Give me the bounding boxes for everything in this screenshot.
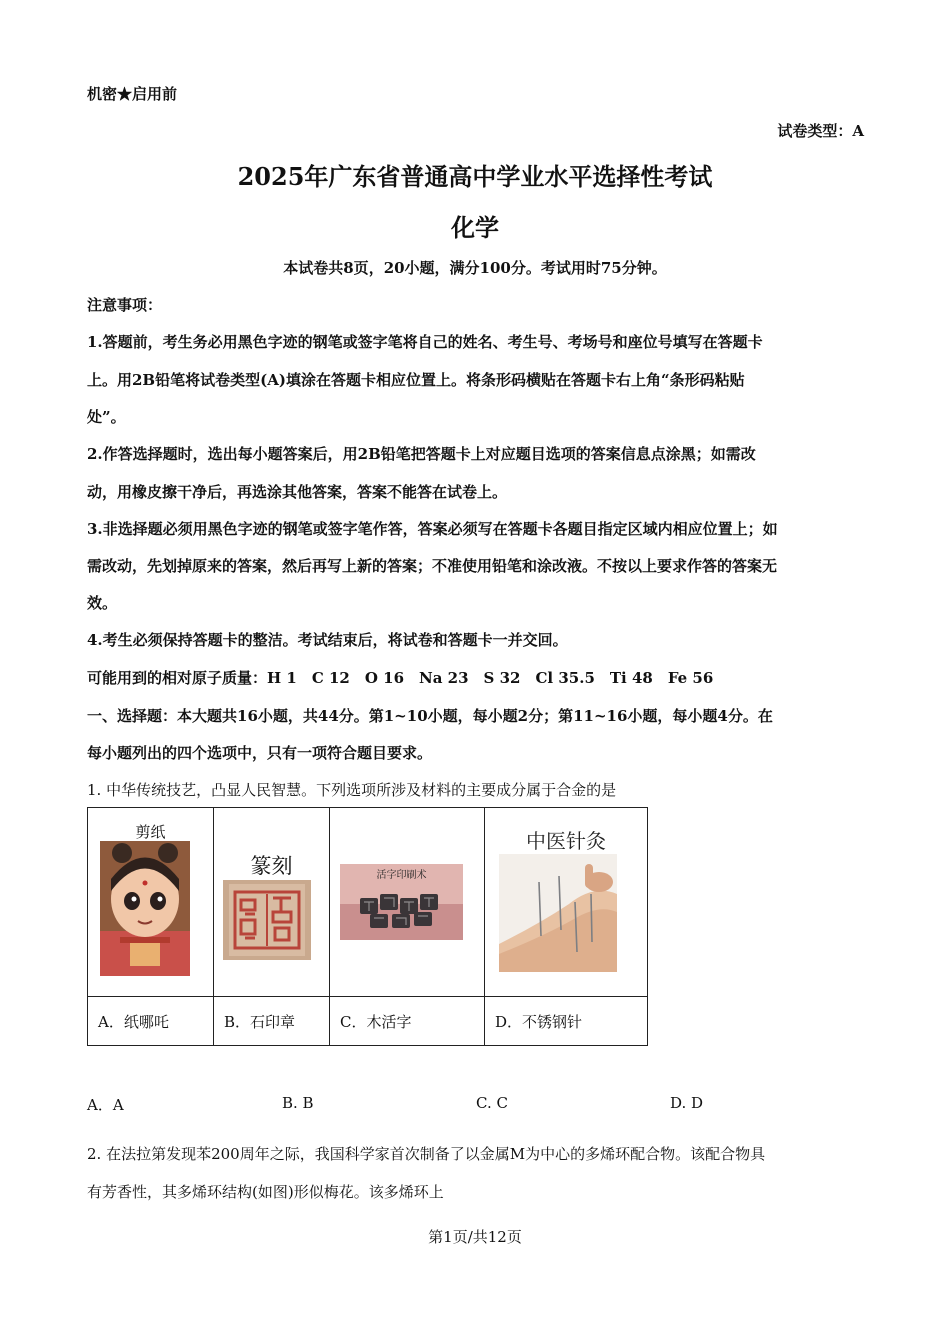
paper-type: 试卷类型：A (777, 122, 864, 140)
answer-choice-b: B. B (282, 1094, 314, 1112)
answer-choice-d: D. D (670, 1094, 704, 1112)
option-a-image-cell (88, 808, 214, 997)
atomic-mass-line: 可能用到的相对原子质量：H 1 C 12 O 16 Na 23 S 32 Cl 35.5 Ti 48 Fe 56 (87, 669, 714, 687)
option-b-label: B．石印章 (214, 997, 330, 1046)
notice-line: 4.考生必须保持答题卡的整洁。考试结束后，将试卷和答题卡一并交回。 (87, 631, 568, 649)
paper-cut-nezha-icon (100, 841, 190, 976)
option-a-caption: 剪纸 (135, 823, 166, 841)
exam-info: 本试卷共8页，20小题，满分100分。考试用时75分钟。 (283, 259, 667, 277)
section-heading: 每小题列出的四个选项中，只有一项符合题目要求。 (87, 744, 433, 762)
notice-line: 需改动，先划掉原来的答案，然后再写上新的答案；不准使用铅笔和涂改液。不按以上要求作答的答案无 (87, 557, 778, 575)
stone-seal-icon (223, 880, 311, 960)
answer-choice-c: C. C (476, 1094, 508, 1112)
option-d-label: D．不锈钢针 (485, 997, 648, 1046)
section-heading: 一、选择题：本大题共16小题，共44分。第1~10小题，每小题2分；第11~16小题，每小题4分。在 (87, 707, 773, 725)
option-a-label: A．纸哪吒 (88, 997, 214, 1046)
option-b-caption: 篆刻 (250, 854, 293, 878)
option-c-label: C．木活字 (330, 997, 485, 1046)
option-c-caption: 活字印刷术 (376, 870, 427, 881)
question-1-options-table (87, 807, 648, 1046)
notice-line: 动，用橡皮擦干净后，再选涂其他答案，答案不能答在试卷上。 (87, 483, 508, 501)
subject-title: 化学 (451, 213, 499, 242)
notice-line: 2.作答选择题时，选出每小题答案后，用2B铅笔把答题卡上对应题目选项的答案信息点涂黑；如需改 (87, 445, 756, 463)
page-number: 第1页/共12页 (428, 1228, 522, 1246)
question-1-stem: 1. 中华传统技艺，凸显人民智慧。下列选项所涉及材料的主要成分属于合金的是 (87, 781, 617, 799)
option-d-image-cell (485, 808, 648, 997)
notice-line: 效。 (87, 594, 118, 612)
option-b-image-cell (214, 808, 330, 997)
option-d-caption: 中医针灸 (526, 829, 606, 853)
question-2-line: 有芳香性，其多烯环结构(如图)形似梅花。该多烯环上 (87, 1183, 444, 1201)
question-2-line: 2. 在法拉第发现苯200周年之际，我国科学家首次制备了以金属M为中心的多烯环配合物。该配合物具 (87, 1145, 766, 1163)
answer-choice-a: A．A (87, 1096, 124, 1114)
notice-line: 上。用2B铅笔将试卷类型(A)填涂在答题卡相应位置上。将条形码横贴在答题卡右上角“条形码粘贴 (87, 371, 745, 389)
notice-line: 1.答题前，考生务必用黑色字迹的钢笔或签字笔将自己的姓名、考生号、考场号和座位号填写在答题卡 (87, 333, 763, 351)
notice-line: 3.非选择题必须用黑色字迹的钢笔或签字笔作答，答案必须写在答题卡各题目指定区域内相应位置上；如 (87, 520, 778, 538)
confidential-label: 机密★启用前 (87, 85, 178, 103)
acupuncture-icon (499, 854, 617, 972)
notice-line: 处”。 (87, 408, 126, 426)
notice-heading: 注意事项： (87, 296, 163, 314)
exam-title: 2025年广东省普通高中学业水平选择性考试 (237, 162, 713, 191)
option-c-image-cell (330, 808, 485, 997)
